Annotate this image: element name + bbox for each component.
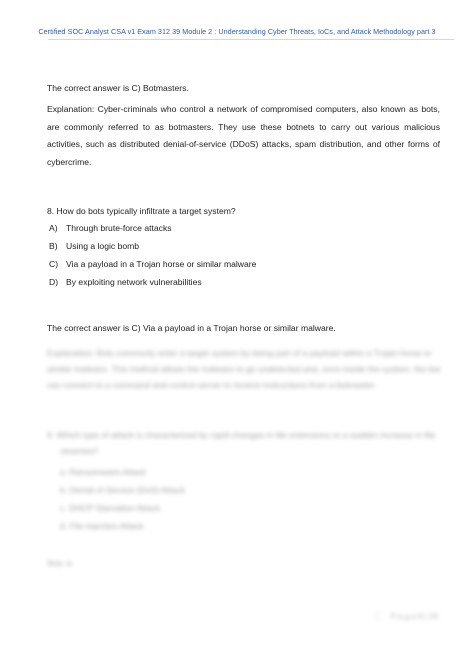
option-d [49, 273, 256, 291]
option-text: Using a logic bomb [66, 241, 140, 251]
blurred-line: a. Ransomware Attack [60, 467, 146, 477]
blurred-line: renames? [60, 446, 99, 456]
blurred-line: 9. Which type of attack is characterized by rapid changes in file extensions or a sudden increase in file [47, 430, 436, 440]
blurred-line: c. DHCP Starvation Attack [60, 503, 161, 513]
page-number: P a g e 8 | 24 [390, 612, 438, 621]
page-header: Certified SOC Analyst CSA v1 Exam 312 39 Module 2 : Understanding Cyber Threats, IoCs, and Attack Methodology part 3 [0, 27, 474, 36]
option-letter: C) [49, 259, 59, 269]
option-text: Via a payload in a Trojan horse or similar malware [66, 259, 257, 269]
blurred-line: Explanation: Bots commonly enter a target system by being part of a payload within a Trojan horse or [47, 348, 432, 358]
blurred-line: can connect to a command and control server to receive instructions from a botmaster. [47, 380, 377, 390]
option-b [49, 237, 256, 255]
option-letter: D) [49, 277, 59, 287]
option-text: By exploiting network vulnerabilities [66, 277, 202, 287]
blurred-line: similar malware. This method allows the malware to go undetected and, once inside the system, the bot [47, 364, 441, 374]
answer-8: The correct answer is C) Via a payload in a Trojan horse or similar malware. [47, 323, 336, 333]
blurred-line: b. Denial of Service (DoS) Attack [60, 485, 186, 495]
option-a [49, 219, 256, 237]
question-8-options [49, 219, 256, 291]
option-letter: B) [49, 241, 58, 251]
blurred-line: d. File Injection Attack [60, 521, 144, 531]
option-c [49, 255, 256, 273]
option-text: Through brute-force attacks [66, 223, 172, 233]
option-letter: A) [49, 223, 58, 233]
question-8: 8. How do bots typically infiltrate a target system? [47, 206, 236, 216]
answer-7: The correct answer is C) Botmasters. [47, 83, 189, 93]
explanation-7: Explanation: Cyber-criminals who control a network of compromised computers, also known as bots, are commonly referred to as botmasters. They use these botnets to carry out various malicious activities, such as distributed denial-of-service (DDoS) attacks, spam distribution, and other forms of cybercrime. [47, 104, 440, 167]
blurred-line: Ans: a [47, 558, 72, 568]
